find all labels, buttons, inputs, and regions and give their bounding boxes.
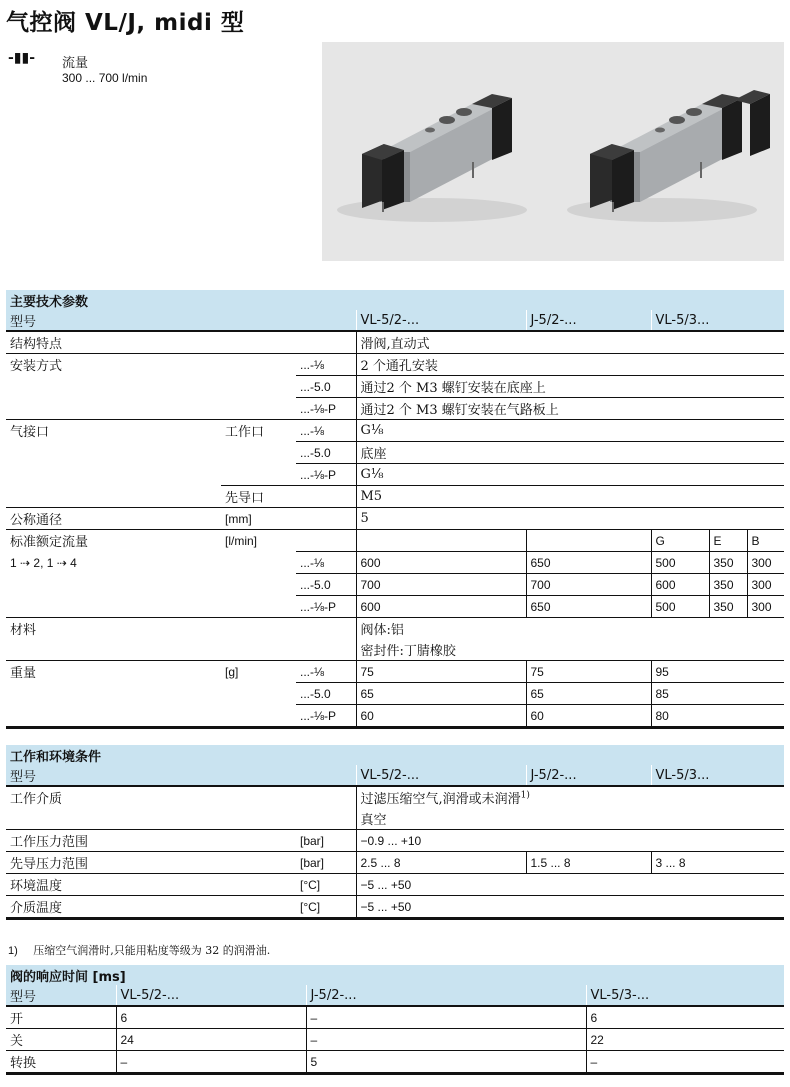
pilot-j52: 1.5 ... 8 bbox=[526, 852, 651, 874]
flow-j52: 650 bbox=[526, 552, 651, 574]
material-body: 阀体:铝 bbox=[356, 618, 784, 640]
product-photo bbox=[322, 42, 784, 261]
medium-label: 工作介质 bbox=[10, 792, 63, 807]
response-row-label: 开 bbox=[10, 1012, 24, 1027]
weight-vl52: 60 bbox=[356, 705, 526, 728]
medium-temp-value: −5 ... +50 bbox=[356, 896, 784, 919]
type-vl52: VL-5/2-... bbox=[356, 310, 526, 331]
weight-j52: 60 bbox=[526, 705, 651, 728]
flow-b: 300 bbox=[747, 552, 784, 574]
flow-j52: 700 bbox=[526, 574, 651, 596]
material-label: 材料 bbox=[6, 618, 356, 640]
weight-j52: 65 bbox=[526, 683, 651, 705]
pilot-vl52: 2.5 ... 8 bbox=[356, 852, 526, 874]
flow-icon: -▮▮- bbox=[8, 50, 36, 66]
flow-g: 600 bbox=[651, 574, 709, 596]
weight-variant: ...-5.0 bbox=[296, 683, 356, 705]
weight-j52: 75 bbox=[526, 661, 651, 683]
working-port-label: 工作口 bbox=[221, 420, 296, 442]
valve-illustration bbox=[322, 42, 784, 261]
type-label: 型号 bbox=[6, 310, 356, 331]
flow-rate-unit: [l/min] bbox=[221, 530, 296, 552]
working-port-value: G⅛ bbox=[356, 420, 784, 442]
flow-j52: 650 bbox=[526, 596, 651, 618]
flow-variant: ...-⅛-P bbox=[296, 596, 356, 618]
ambient-label: 环境温度 bbox=[6, 874, 296, 896]
material-seal: 密封件:丁腈橡胶 bbox=[356, 639, 784, 661]
working-port-variant: ...-5.0 bbox=[296, 442, 356, 464]
response-value: – bbox=[306, 1029, 586, 1051]
medium-value: 过滤压缩空气,润滑或未润滑$^{1)}$ bbox=[356, 787, 784, 808]
flow-e: 350 bbox=[709, 574, 747, 596]
response-value: 22 bbox=[586, 1029, 784, 1051]
flow-vl52: 600 bbox=[356, 552, 526, 574]
response-row-label: 转换 bbox=[6, 1051, 116, 1074]
construction-value: 滑阀,直动式 bbox=[356, 332, 784, 354]
flow-b: 300 bbox=[747, 596, 784, 618]
main-params-table bbox=[6, 290, 784, 729]
nominal-unit: [mm] bbox=[221, 508, 296, 530]
medium-temp-unit: [°C] bbox=[296, 896, 356, 919]
flow-vl52: 600 bbox=[356, 596, 526, 618]
working-port-value: G⅛ bbox=[356, 464, 784, 486]
flow-g: 500 bbox=[651, 552, 709, 574]
type-j52: J-5/2-... bbox=[526, 765, 651, 786]
flow-sub-b: B bbox=[747, 530, 784, 552]
construction-label: 结构特点 bbox=[10, 337, 63, 352]
response-value: – bbox=[116, 1051, 306, 1074]
type-label: 型号 bbox=[6, 765, 356, 786]
response-value: 6 bbox=[116, 1007, 306, 1029]
response-table bbox=[6, 965, 784, 1075]
type-j52: J-5/2-... bbox=[306, 985, 586, 1006]
response-value: 24 bbox=[116, 1029, 306, 1051]
footnote-ref: 1) bbox=[520, 790, 530, 801]
response-value: – bbox=[586, 1051, 784, 1074]
response-value: – bbox=[306, 1007, 586, 1029]
footnote bbox=[8, 942, 270, 958]
pilot-port-label: 先导口 bbox=[221, 486, 296, 508]
footnote-number: 1) bbox=[8, 945, 18, 957]
flow-g: 500 bbox=[651, 596, 709, 618]
flow-vl52: 700 bbox=[356, 574, 526, 596]
weight-variant: ...-⅛-P bbox=[296, 705, 356, 728]
weight-vl53: 80 bbox=[651, 705, 784, 728]
mounting-variant: ...-5.0 bbox=[296, 376, 356, 398]
operating-title: 工作和环境条件 bbox=[6, 745, 784, 765]
weight-vl52: 75 bbox=[356, 661, 526, 683]
response-value: 6 bbox=[586, 1007, 784, 1029]
ambient-unit: [°C] bbox=[296, 874, 356, 896]
response-title: 阀的响应时间 [ms] bbox=[6, 965, 784, 985]
nominal-value: 5 bbox=[356, 508, 784, 530]
ambient-value: −5 ... +50 bbox=[356, 874, 784, 896]
flow-rate-label: 标准额定流量 bbox=[6, 530, 221, 552]
weight-vl53: 85 bbox=[651, 683, 784, 705]
operating-table bbox=[6, 745, 784, 920]
mounting-label: 安装方式 bbox=[6, 354, 296, 376]
type-vl52: VL-5/2-... bbox=[116, 985, 306, 1006]
mounting-variant: ...-⅛-P bbox=[296, 398, 356, 420]
flow-variant: ...-⅛ bbox=[296, 552, 356, 574]
working-port-variant: ...-⅛ bbox=[296, 420, 356, 442]
type-vl52: VL-5/2-... bbox=[356, 765, 526, 786]
working-port-value: 底座 bbox=[356, 442, 784, 464]
response-value: 5 bbox=[306, 1051, 586, 1074]
pneumatic-label: 气接口 bbox=[6, 420, 221, 442]
nominal-label: 公称通径 bbox=[6, 508, 221, 530]
working-port-variant: ...-⅛-P bbox=[296, 464, 356, 486]
weight-label: 重量 bbox=[6, 661, 221, 683]
type-label: 型号 bbox=[6, 985, 116, 1006]
medium-temp-label: 介质温度 bbox=[6, 896, 296, 919]
mounting-value: 2 个通孔安装 bbox=[356, 354, 784, 376]
page-title: 气控阀 VL/J, midi 型 bbox=[6, 10, 245, 36]
pressure-label: 工作压力范围 bbox=[6, 830, 296, 852]
weight-vl53: 95 bbox=[651, 661, 784, 683]
flow-e: 350 bbox=[709, 596, 747, 618]
flow-label: 流量 bbox=[62, 56, 89, 71]
flow-b: 300 bbox=[747, 574, 784, 596]
weight-unit: [g] bbox=[221, 661, 296, 683]
weight-variant: ...-⅛ bbox=[296, 661, 356, 683]
pressure-value: −0.9 ... +10 bbox=[356, 830, 784, 852]
footnote-text: 压缩空气润滑时,只能用粘度等级为 32 的润滑油. bbox=[33, 944, 271, 957]
flow-sub-g: G bbox=[651, 530, 709, 552]
response-row-label: 关 bbox=[6, 1029, 116, 1051]
type-vl53: VL-5/3-... bbox=[586, 985, 784, 1006]
flow-sub-e: E bbox=[709, 530, 747, 552]
flow-variant: ...-5.0 bbox=[296, 574, 356, 596]
medium-value-vacuum: 真空 bbox=[356, 808, 784, 830]
pilot-pressure-unit: [bar] bbox=[296, 852, 356, 874]
type-vl53: VL-5/3... bbox=[651, 765, 784, 786]
main-params-title: 主要技术参数 bbox=[6, 290, 784, 310]
pilot-port-value: M5 bbox=[356, 486, 784, 508]
type-vl53: VL-5/3... bbox=[651, 310, 784, 331]
pilot-vl53: 3 ... 8 bbox=[651, 852, 784, 874]
mounting-value: 通过2 个 M3 螺钉安装在底座上 bbox=[356, 376, 784, 398]
pilot-pressure-label: 先导压力范围 bbox=[6, 852, 296, 874]
pressure-unit: [bar] bbox=[296, 830, 356, 852]
flow-sub-label: 1 ⇢ 2, 1 ⇢ 4 bbox=[10, 555, 77, 570]
valve-right bbox=[567, 90, 770, 222]
type-j52: J-5/2-... bbox=[526, 310, 651, 331]
flow-range: 300 ... 700 l/min bbox=[62, 71, 148, 85]
flow-e: 350 bbox=[709, 552, 747, 574]
valve-left bbox=[337, 94, 527, 222]
mounting-variant: ...-⅛ bbox=[296, 354, 356, 376]
mounting-value: 通过2 个 M3 螺钉安装在气路板上 bbox=[356, 398, 784, 420]
weight-vl52: 65 bbox=[356, 683, 526, 705]
